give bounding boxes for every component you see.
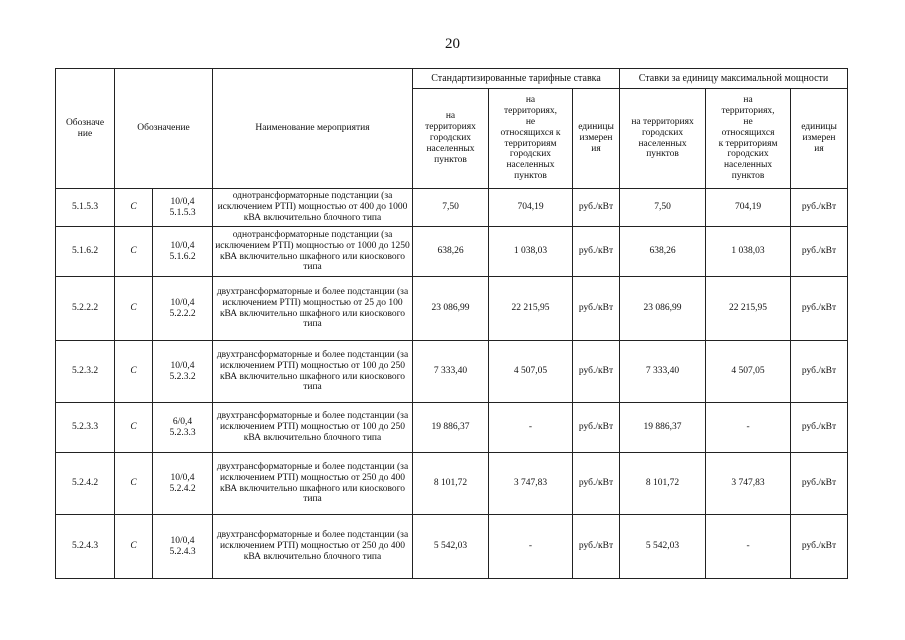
- row-code: 5.2.2.2: [56, 277, 115, 341]
- tariff-rates-table: [55, 68, 848, 579]
- row-std-urban: 638,26: [413, 227, 489, 277]
- table-row: [56, 341, 848, 403]
- row-std-unit: руб./кВт: [573, 189, 620, 227]
- row-max-unit: руб./кВт: [791, 227, 848, 277]
- row-std-nonurban: 22 215,95: [489, 277, 573, 341]
- table-row: [56, 403, 848, 453]
- header-code: Обозначе ние: [56, 69, 115, 189]
- row-letter: С: [115, 277, 153, 341]
- table-row: [56, 189, 848, 227]
- row-letter: С: [115, 341, 153, 403]
- row-letter: С: [115, 189, 153, 227]
- row-max-urban: 19 886,37: [620, 403, 706, 453]
- table-row: [56, 453, 848, 515]
- row-designation: 10/0,4 5.1.6.2: [153, 227, 213, 277]
- row-std-urban: 8 101,72: [413, 453, 489, 515]
- row-activity-name: двухтрансформаторные и более подстанции (за исключением РТП) мощностью от 25 до 100 кВА включительно шкафного или киоскового типа: [213, 277, 413, 341]
- row-std-unit: руб./кВт: [573, 227, 620, 277]
- row-max-nonurban: 1 038,03: [706, 227, 791, 277]
- row-designation: 10/0,4 5.1.5.3: [153, 189, 213, 227]
- table-row: [56, 277, 848, 341]
- row-letter: С: [115, 227, 153, 277]
- row-max-urban: 638,26: [620, 227, 706, 277]
- row-std-urban: 7 333,40: [413, 341, 489, 403]
- header-max-urban: на территориях городских населенных пунктов: [620, 89, 706, 189]
- row-activity-name: двухтрансформаторные и более подстанции (за исключением РТП) мощностью от 100 до 250 кВА включительно шкафного или киоскового типа: [213, 341, 413, 403]
- row-code: 5.1.5.3: [56, 189, 115, 227]
- page-number: 20: [445, 36, 460, 52]
- row-designation: 10/0,4 5.2.4.3: [153, 515, 213, 579]
- header-std-nonurban: на территориях, не относящихся к территориям городских населенных пунктов: [489, 89, 573, 189]
- row-std-unit: руб./кВт: [573, 341, 620, 403]
- row-std-unit: руб./кВт: [573, 277, 620, 341]
- header-std-unit: единицы измерен ия: [573, 89, 620, 189]
- row-max-nonurban: -: [706, 515, 791, 579]
- row-activity-name: однотрансформаторные подстанции (за исключением РТП) мощностью от 400 до 1000 кВА включительно блочного типа: [213, 189, 413, 227]
- row-std-unit: руб./кВт: [573, 403, 620, 453]
- header-max-unit: единицы измерен ия: [791, 89, 848, 189]
- row-activity-name: двухтрансформаторные и более подстанции (за исключением РТП) мощностью от 250 до 400 кВА включительно шкафного или киоскового типа: [213, 453, 413, 515]
- row-activity-name: двухтрансформаторные и более подстанции (за исключением РТП) мощностью от 250 до 400 кВА включительно блочного типа: [213, 515, 413, 579]
- row-designation: 10/0,4 5.2.4.2: [153, 453, 213, 515]
- header-max-power-rates: Ставки за единицу максимальной мощности: [620, 69, 848, 89]
- row-std-nonurban: 4 507,05: [489, 341, 573, 403]
- row-max-unit: руб./кВт: [791, 453, 848, 515]
- row-letter: С: [115, 403, 153, 453]
- header-std-urban: на территориях городских населенных пунктов: [413, 89, 489, 189]
- row-std-nonurban: 1 038,03: [489, 227, 573, 277]
- row-max-urban: 7,50: [620, 189, 706, 227]
- header-designation: Обозначение: [115, 69, 213, 189]
- row-max-unit: руб./кВт: [791, 341, 848, 403]
- row-std-nonurban: 704,19: [489, 189, 573, 227]
- row-std-urban: 7,50: [413, 189, 489, 227]
- table-row: [56, 515, 848, 579]
- row-max-unit: руб./кВт: [791, 189, 848, 227]
- row-code: 5.2.4.3: [56, 515, 115, 579]
- row-max-nonurban: 704,19: [706, 189, 791, 227]
- row-code: 5.1.6.2: [56, 227, 115, 277]
- row-std-nonurban: 3 747,83: [489, 453, 573, 515]
- row-designation: 10/0,4 5.2.3.2: [153, 341, 213, 403]
- row-std-nonurban: -: [489, 403, 573, 453]
- row-std-unit: руб./кВт: [573, 453, 620, 515]
- row-max-nonurban: 22 215,95: [706, 277, 791, 341]
- header-activity-name: Наименование мероприятия: [213, 69, 413, 189]
- header-max-nonurban: на территориях, не относящихся к территориям городских населенных пунктов: [706, 89, 791, 189]
- row-letter: С: [115, 515, 153, 579]
- row-code: 5.2.4.2: [56, 453, 115, 515]
- header-standard-rates: Стандартизированные тарифные ставка: [413, 69, 620, 89]
- row-designation: 10/0,4 5.2.2.2: [153, 277, 213, 341]
- row-max-urban: 23 086,99: [620, 277, 706, 341]
- row-max-urban: 8 101,72: [620, 453, 706, 515]
- row-designation: 6/0,4 5.2.3.3: [153, 403, 213, 453]
- row-max-urban: 7 333,40: [620, 341, 706, 403]
- row-std-urban: 19 886,37: [413, 403, 489, 453]
- row-max-nonurban: -: [706, 403, 791, 453]
- row-std-unit: руб./кВт: [573, 515, 620, 579]
- row-std-urban: 23 086,99: [413, 277, 489, 341]
- row-max-nonurban: 3 747,83: [706, 453, 791, 515]
- row-max-unit: руб./кВт: [791, 277, 848, 341]
- row-code: 5.2.3.2: [56, 341, 115, 403]
- row-std-nonurban: -: [489, 515, 573, 579]
- row-activity-name: двухтрансформаторные и более подстанции (за исключением РТП) мощностью от 100 до 250 кВА включительно блочного типа: [213, 403, 413, 453]
- row-code: 5.2.3.3: [56, 403, 115, 453]
- row-max-unit: руб./кВт: [791, 403, 848, 453]
- row-max-urban: 5 542,03: [620, 515, 706, 579]
- row-max-unit: руб./кВт: [791, 515, 848, 579]
- row-letter: С: [115, 453, 153, 515]
- table-row: [56, 227, 848, 277]
- row-max-nonurban: 4 507,05: [706, 341, 791, 403]
- row-std-urban: 5 542,03: [413, 515, 489, 579]
- row-activity-name: однотрансформаторные подстанции (за исключением РТП) мощностью от 1000 до 1250 кВА включительно шкафного или киоскового типа: [213, 227, 413, 277]
